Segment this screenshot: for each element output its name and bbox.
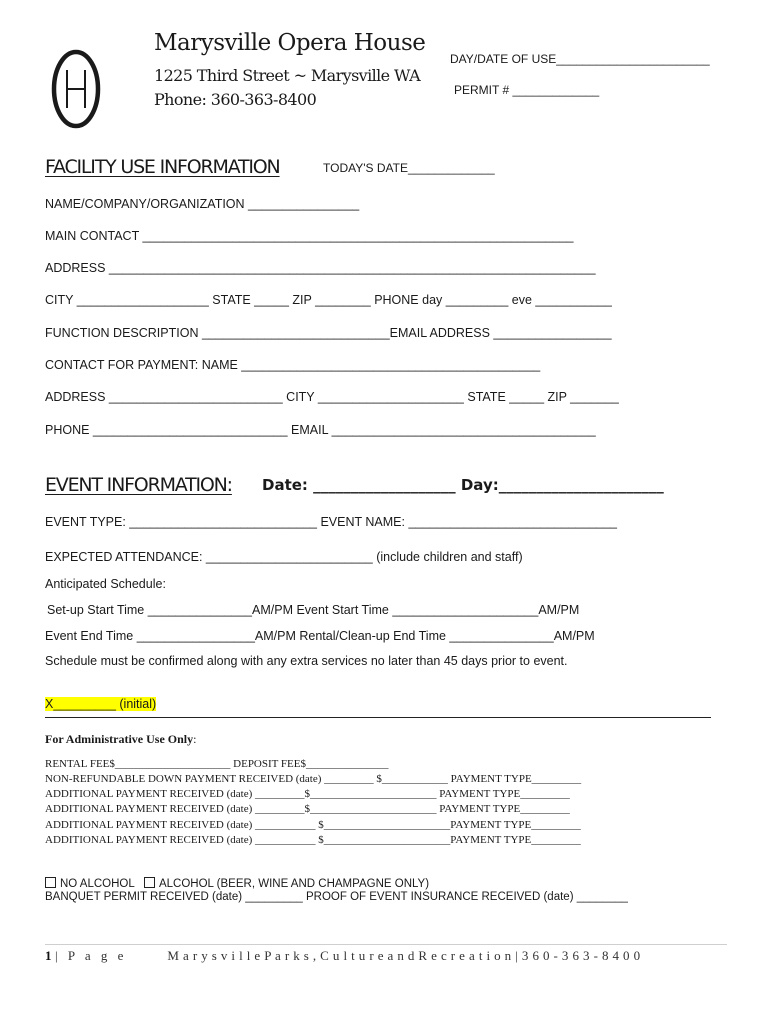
opera-house-logo <box>50 48 102 130</box>
additional-payment-field-4[interactable]: ADDITIONAL PAYMENT RECEIVED (date) ___________ $_______________________PAYMENT TYPE_________ <box>45 834 581 846</box>
event-date-day-field[interactable]: Date: ___________________ Day:______________________ <box>262 476 664 494</box>
alcohol-checkbox[interactable] <box>144 877 155 888</box>
additional-payment-field-3[interactable]: ADDITIONAL PAYMENT RECEIVED (date) ___________ $_______________________PAYMENT TYPE_________ <box>45 819 581 831</box>
no-alcohol-checkbox[interactable] <box>45 877 56 888</box>
setup-start-time-field[interactable]: Set-up Start Time _______________AM/PM Event Start Time _____________________AM/PM <box>47 603 580 617</box>
schedule-confirm-note: Schedule must be confirmed along with any extra services no later than 45 days prior to event. <box>45 654 568 668</box>
phone-email-field[interactable]: PHONE ____________________________ EMAIL ______________________________________ <box>45 423 596 437</box>
footer-text: M a r y s v i l l e P a r k s , C u l t u r e a n d R e c r e a t i o n | 3 6 0 - 3 6 3 - 8 4 0 0 <box>167 948 641 963</box>
payment-address-field[interactable]: ADDRESS _________________________ CITY _____________________ STATE _____ ZIP _______ <box>45 390 619 404</box>
event-type-name-field[interactable]: EVENT TYPE: ___________________________ EVENT NAME: ______________________________ <box>45 515 618 529</box>
day-date-of-use-field[interactable]: DAY/DATE OF USE_______________________ <box>450 52 710 66</box>
no-alcohol-label: NO ALCOHOL <box>60 878 135 890</box>
org-phone: Phone: 360-363-8400 <box>154 90 317 109</box>
name-company-field[interactable]: NAME/COMPANY/ORGANIZATION ________________ <box>45 197 360 211</box>
banquet-insurance-field[interactable]: BANQUET PERMIT RECEIVED (date) _________ PROOF OF EVENT INSURANCE RECEIVED (date) ________ <box>45 891 628 903</box>
event-section-title: EVENT INFORMATION: <box>45 474 232 496</box>
footer-divider <box>45 944 727 945</box>
section-divider <box>45 717 711 718</box>
payment-contact-field[interactable]: CONTACT FOR PAYMENT: NAME ___________________________________________ <box>45 358 541 372</box>
function-email-field[interactable]: FUNCTION DESCRIPTION ___________________________EMAIL ADDRESS _________________ <box>45 326 612 340</box>
anticipated-schedule-label: Anticipated Schedule: <box>45 577 166 591</box>
main-contact-field[interactable]: MAIN CONTACT ______________________________________________________________ <box>45 229 574 243</box>
facility-section-title: FACILITY USE INFORMATION <box>45 156 280 178</box>
admin-use-title: For Administrative Use Only: <box>45 732 197 746</box>
city-state-zip-phone-field[interactable]: CITY ___________________ STATE _____ ZIP ________ PHONE day _________ eve ___________ <box>45 293 612 307</box>
permit-number-field[interactable]: PERMIT # _____________ <box>454 83 600 97</box>
expected-attendance-field[interactable]: EXPECTED ATTENDANCE: ________________________ (include children and staff) <box>45 550 523 564</box>
org-address: 1225 Third Street ~ Marysville WA <box>154 66 421 85</box>
rental-deposit-fee-field[interactable]: RENTAL FEE$_____________________ DEPOSIT FEE$_______________ <box>45 758 389 770</box>
org-name: Marysville Opera House <box>154 30 426 56</box>
page-label: | P a g e <box>55 948 127 963</box>
alcohol-options <box>45 877 429 890</box>
address-field[interactable]: ADDRESS ______________________________________________________________________ <box>45 261 596 275</box>
additional-payment-field-1[interactable]: ADDITIONAL PAYMENT RECEIVED (date) _________$_______________________ PAYMENT TYPE_________ <box>45 788 570 800</box>
event-end-time-field[interactable]: Event End Time _________________AM/PM Rental/Clean-up End Time _______________AM/PM <box>45 629 595 643</box>
down-payment-field[interactable]: NON-REFUNDABLE DOWN PAYMENT RECEIVED (date) _________ $____________ PAYMENT TYPE_________ <box>45 773 582 785</box>
logo-oh-icon <box>50 48 102 130</box>
todays-date-field[interactable]: TODAY'S DATE_____________ <box>323 161 495 175</box>
initial-field[interactable]: X_________ (initial) <box>45 697 157 711</box>
page-footer <box>45 948 641 964</box>
alcohol-label: ALCOHOL (BEER, WINE AND CHAMPAGNE ONLY) <box>158 878 430 890</box>
additional-payment-field-2[interactable]: ADDITIONAL PAYMENT RECEIVED (date) _________$_______________________ PAYMENT TYPE_________ <box>45 803 570 815</box>
page-number: 1 <box>45 948 55 963</box>
